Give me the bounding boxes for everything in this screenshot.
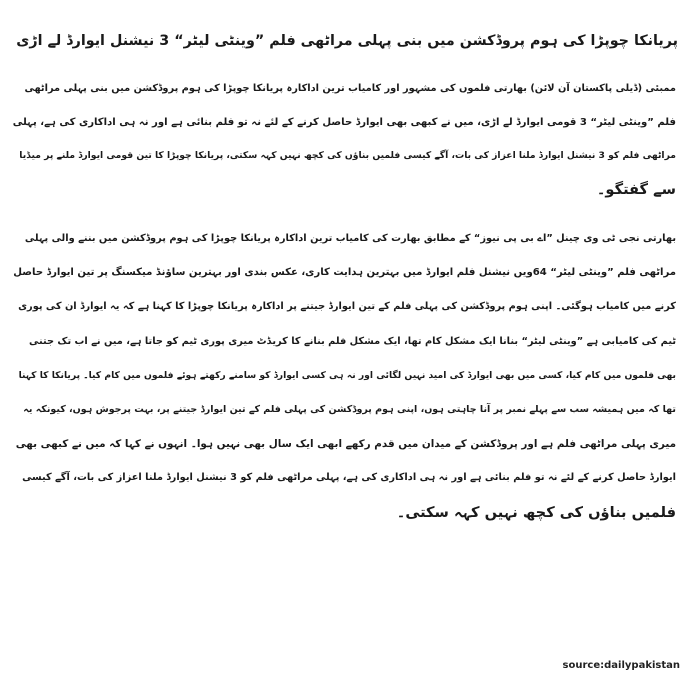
paragraph-1 — [12, 72, 676, 206]
paragraph-line: کرنے میں کامیاب ہوگئی۔ اپنی ہوم پروڈکشن کی پہلی فلم کے تین ایوارڈ جیتنے پر اداکارہ پریانکا چوپڑا کا کہنا ہے کہ یہ ایوارڈ ان کی پوری — [18, 301, 676, 313]
paragraph-line: ٹیم کی کامیابی ہے ”وینٹی لیٹر“ بنانا ایک مشکل کام تھا، ایک مشکل فلم بنانے کا کریڈٹ میری پوری ٹیم کو جاتا ہے، میں نے اب تک جتنی — [29, 335, 676, 347]
paragraph-line: مراٹھی فلم ”وینٹی لیٹر“ 64ویں نیشنل فلم ایوارڈ میں بہترین ہدایت کاری، عکس بندی اور بہترین ساؤنڈ میکسنگ پر تین ایوارڈ حاصل — [13, 267, 676, 279]
paragraph-line: مراٹھی فلم کو 3 نیشنل ایوارڈ ملنا اعزاز کی بات، آگے کیسی فلمیں بناؤں کی کچھ نہیں کہہ سکتی، پریانکا چوپڑا کا تین قومی ایوارڈ ملنے پر میڈیا — [19, 150, 676, 161]
paragraph-line: ایوارڈ حاصل کرنے کے لئے نہ تو فلم بنائی ہے اور نہ ہی اداکاری کی ہے، پہلی مراٹھی فلم کو 3 نیشنل ایوارڈ ملنا اعزاز کی بات، آگے کیسی — [22, 472, 676, 484]
paragraph-line: ممبئی (ڈیلی پاکستان آن لائن) بھارتی فلموں کی مشہور اور کامیاب ترین اداکارہ پریانکا چوپڑا کی ہوم پروڈکشن میں بنی پہلی مراٹھی — [24, 83, 676, 94]
paragraph-line: بھی فلموں میں کام کیا، کسی میں بھی ایوارڈ کی امید نہیں لگائی اور نہ ہی کسی ایوارڈ کو سامنے رکھتے ہوئے فلموں میں کام کیا۔ پریانکا کا کہنا — [18, 369, 676, 381]
paragraph-line: سے گفتگو۔ — [596, 180, 676, 198]
paragraph-line: تھا کہ میں ہمیشہ سب سے پہلے نمبر پر آنا چاہتی ہوں، اپنی ہوم پروڈکشن کی پہلی فلم کے تین ایوارڈ جیتنے پر، بہت پرجوش ہوں، کیونکہ یہ — [23, 403, 676, 415]
article-headline: پریانکا چوپڑا کی ہوم پروڈکشن میں بنی پہلی مراٹھی فلم ”وینٹی لیٹر“ 3 نیشنل ایوارڈ لے اڑی — [16, 33, 678, 49]
paragraph-line: فلم ”وینٹی لیٹر“ 3 قومی ایوارڈ لے اڑی، میں نے کبھی بھی ایوارڈ حاصل کرنے کے لئے نہ تو فلم بنائی ہے اور نہ ہی اداکاری کی ہے، پہلی — [12, 116, 676, 128]
paragraph-line: میری پہلی مراٹھی فلم ہے اور پروڈکشن کے میدان میں قدم رکھے ابھی ایک سال بھی نہیں ہوا۔ انہوں نے کہا کہ میں نے کبھی بھی — [15, 438, 676, 451]
source-credit: source:dailypakistan — [562, 660, 680, 671]
article — [12, 6, 680, 530]
paragraph-line: بھارتی نجی ٹی وی چینل ”اے بی پی نیوز“ کے مطابق بھارت کی کامیاب ترین اداکارہ پریانکا چوپڑا کی ہوم پروڈکشن میں بننے والی پہلی — [24, 233, 676, 244]
paragraph-2 — [12, 222, 676, 530]
paragraph-line: فلمیں بناؤں کی کچھ نہیں کہہ سکتی۔ — [396, 503, 676, 521]
